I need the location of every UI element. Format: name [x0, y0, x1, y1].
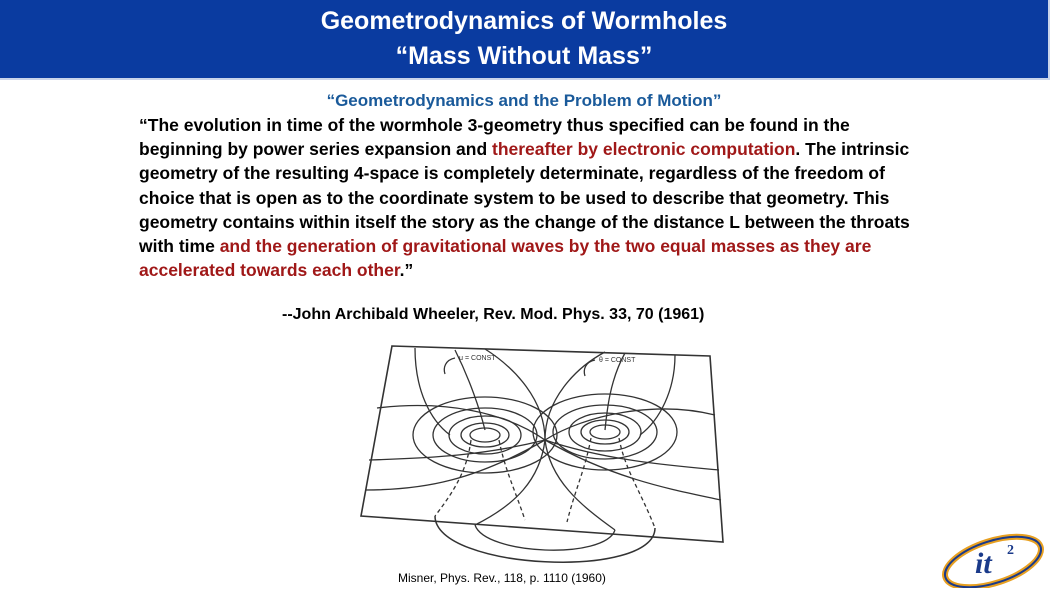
slide-subtitle-quote: “Mass Without Mass” [395, 42, 653, 70]
theta-const-label: θ = CONST [599, 357, 636, 364]
quote-text-3: .” [399, 260, 414, 281]
title-bar [0, 0, 1050, 80]
logo-text: it [975, 547, 992, 580]
quote-attribution: --John Archibald Wheeler, Rev. Mod. Phys. 33, 70 (1961) [282, 306, 705, 323]
slide-title: Geometrodynamics of Wormholes [320, 7, 728, 35]
paper-title: “Geometrodynamics and the Problem of Motion” [326, 91, 722, 110]
mu-const-label: μ = CONST [459, 355, 496, 362]
wheeler-quote [139, 113, 919, 282]
quote-highlight-1: thereafter by electronic computation [492, 139, 796, 160]
logo-superscript: 2 [1007, 543, 1014, 558]
quote-highlight-2: and the generation of gravitational waves by the two equal masses as they are accelerated towards each other [139, 236, 872, 281]
quote-text-2: . The intrinsic geometry of the resulting 4-space is completely determinate, regardless of the freedom of choice that is open as to the coordinate system to be used to describe that geometry. This geometry contains within itself the story as the change of the distance L between the throats with time [139, 139, 910, 257]
wormhole-diagram [355, 340, 725, 570]
figure-caption: Misner, Phys. Rev., 118, p. 1110 (1960) [398, 571, 606, 585]
it2-logo [935, 532, 1047, 588]
quote-text-1: “The evolution in time of the wormhole 3-geometry thus specified can be found in the beginning by power series expansion and [139, 115, 850, 160]
